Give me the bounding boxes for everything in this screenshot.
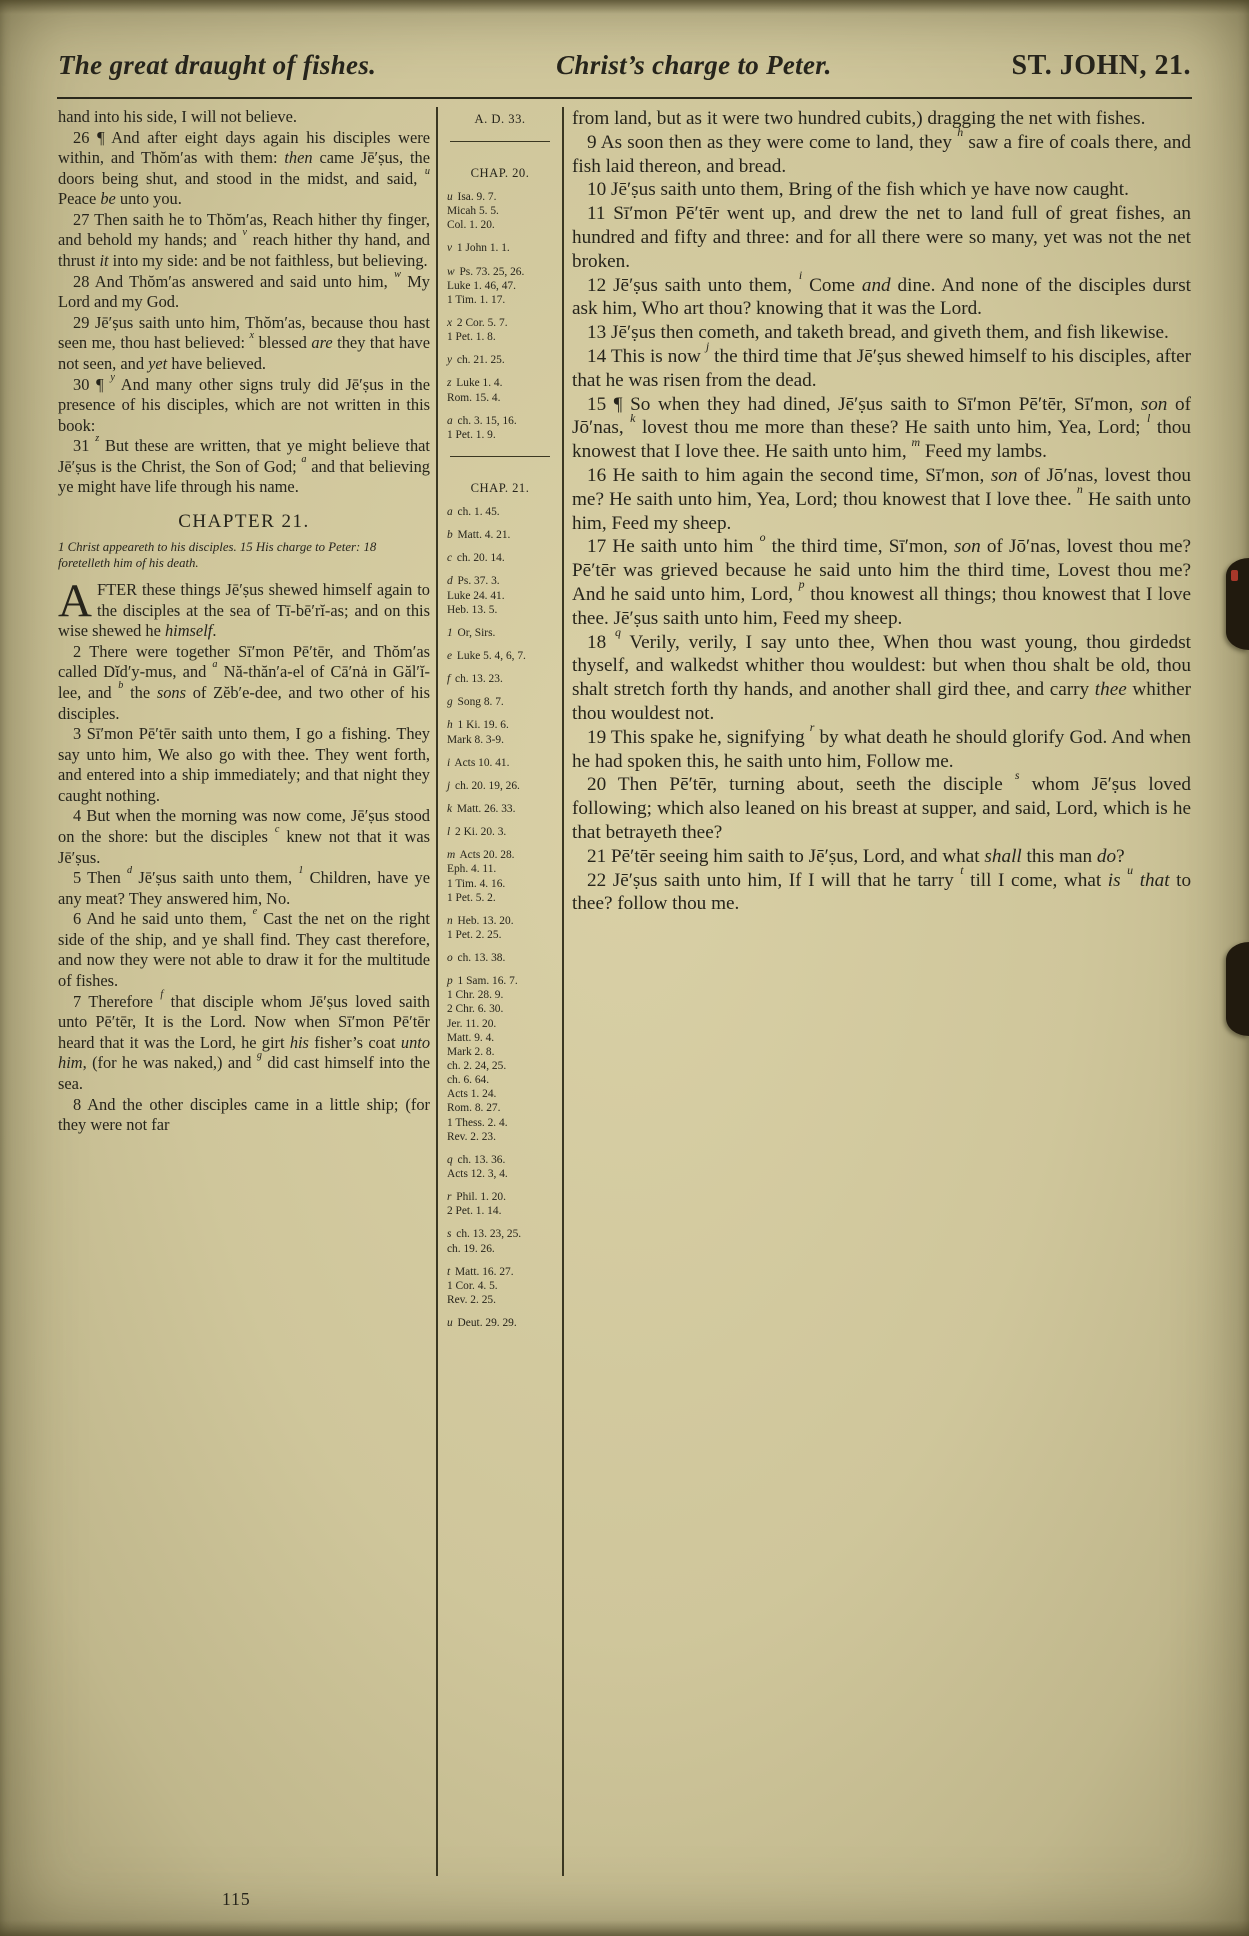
verse-paragraph: 16 He saith to him again the second time, Sī′mon, son of Jō′nas, lovest thou me? He saith unto him, Yea, Lord; thou knowest that I love thee. $^n$ He saith unto him, Feed my sheep. [572,464,1191,534]
verse-paragraph: 12 Jē′ṣus saith unto them, $^i$ Come and dine. And none of the disciples durst ask him, Who art thou? knowing that it was the Lord. [572,268,1191,320]
cross-reference-entry: j ch. 20. 19, 26. [447,779,520,792]
cross-reference-entry: p 1 Sam. 16. 7. 1 Chr. 28. 9. 2 Chr. 6. 30. Jer. 11. 20. Matt. 9. 4. Mark 2. 8. ch. 2. 24, 25. ch. 6. 64. Acts 1. 24. Rom. 8. 27. 1 Thess. 2. 4. Rev. 2. 23. [447,975,518,1143]
verse-paragraph: 27 Then saith he to Thŏm′as, Reach hither thy finger, and behold my hands; and $^v$ reach hither thy hand, and thrust it into my side: and be not faithless, but believing. [58,209,430,271]
cross-reference-entry: e Luke 5. 4, 6, 7. [447,649,526,662]
cross-reference-entry: n Heb. 13. 20. 1 Pet. 2. 25. [447,914,514,941]
cross-reference-list [442,166,558,1330]
running-header [58,50,1191,82]
cross-reference-entry: f ch. 13. 23. [447,673,503,686]
verse-paragraph: 13 Jē′ṣus then cometh, and taketh bread, and giveth them, and fish likewise. [587,322,1169,344]
cross-reference-entry: u Deut. 29. 29. [447,1317,517,1330]
header-center-title: Christ’s charge to Peter. [556,50,832,80]
page-edge-shadow-top [0,0,1249,14]
cross-reference-entry: s ch. 13. 23, 25. ch. 19. 26. [447,1228,522,1255]
verse-paragraph: 8 And the other disciples came in a little ship; (for they were not far [58,1094,430,1135]
reference-section-divider [450,456,550,457]
right-text-column [564,107,1191,1876]
verse-paragraph: 4 But when the morning was now come, Jē′ṣus stood on the shore: but the disciples $^c$ knew not that it was Jē′ṣus. [58,806,430,867]
verse-paragraph: 26 ¶ And after eight days again his disciples were within, and Thŏm′as with them: then came Jē′ṣus, the doors being shut, and stood in the midst, and said, $^u$ Peace be unto you. [58,127,430,209]
cross-reference-entry: l 2 Ki. 20. 3. [447,826,507,839]
chapter-heading: CHAPTER 21. [178,510,310,532]
verse-paragraph: 10 Jē′ṣus saith unto them, Bring of the fish which ye have now caught. [587,179,1129,201]
verse-paragraph: AFTER these things Jē′ṣus shewed himself again to the disciples at the sea of Tī-bē′rĭ-as; and on this wise shewed he himself. [58,575,430,641]
cross-reference-entry: k Matt. 26. 33. [447,802,516,815]
cross-reference-entry: h 1 Ki. 19. 6. Mark 8. 3-9. [447,719,509,746]
verse-paragraph: 30 ¶ $^y$ And many other signs truly did Jē′ṣus in the presence of his disciples, which are not written in this book: [58,371,430,435]
chapter-reference-label: CHAP. 20. [470,166,530,180]
cross-reference-entry: z Luke 1. 4. Rom. 15. 4. [447,377,503,404]
verse-paragraph: 17 He saith unto him $^o$ the third time, Sī′mon, son of Jō′nas, lovest thou me? Pē′tēr was grieved because he said unto him the third time, Lovest thou me? And he said unto him, Lord, $^p$ thou knowest all things; thou knowest that I love thee. Jē′ṣus saith unto him, Feed my sheep. [572,529,1191,629]
verse-paragraph: 15 ¶ So when they had dined, Jē′ṣus saith to Sī′mon Pē′tēr, Sī′mon, son of Jō′nas, $^k$ lovest thou me more than these? He saith unto him, Yea, Lord; $^l$ thou knowest that I love thee. He saith unto him, $^m$ Feed my lambs. [572,393,1191,463]
verse-paragraph: 11 Sī′mon Pē′tēr went up, and drew the net to land full of great fishes, an hundred and fifty and three: and for all there were so many, yet was not the net broken. [572,203,1191,272]
verse-paragraph: 7 Therefore $^f$ that disciple whom Jē′ṣus loved saith unto Pē′tēr, It is the Lord. Now when Sī′mon Pē′tēr heard that it was the Lord, he girt his fisher’s coat unto him, (for he was naked,) and $^g$ did cast himself into the sea. [58,988,431,1093]
verse-paragraph: 22 Jē′ṣus saith unto him, If I will that he tarry $^t$ till I come, what is $^u$ that to thee? follow thou me. [572,862,1191,915]
cross-reference-entry: c ch. 20. 14. [447,552,505,565]
verse-paragraph: 9 As soon then as they were come to land, they $^h$ saw a fire of coals there, and fish laid thereon, and bread. [572,125,1191,177]
header-left-title: The great draught of fishes. [58,50,377,80]
verse-paragraph: 2 There were together Sī′mon Pē′tēr, and Thŏm′as called Dĭd′y-mus, and $^a$ Nă-thăn′a-el of Cā′nȧ in Găl′ĭ-lee, and $^b$ the sons of Zĕb′e-dee, and two other of his disciples. [58,641,430,723]
cross-reference-entry: i Acts 10. 41. [447,756,510,769]
date-divider [450,141,550,142]
verse-paragraph: 14 This is now $^j$ the third time that Jē′ṣus shewed himself to his disciples, after that he was risen from the dead. [572,339,1191,391]
cross-reference-entry: t Matt. 16. 27. 1 Cor. 4. 5. Rev. 2. 25. [447,1265,514,1307]
cross-reference-entry: a ch. 1. 45. [447,505,500,518]
page-number: 115 [222,1889,251,1909]
verse-paragraph: 20 Then Pē′tēr, turning about, seeth the disciple $^s$ whom Jē′ṣus loved following; which also leaned on his breast at supper, and said, Lord, which is he that betrayeth thee? [572,767,1191,843]
cross-reference-entry: u Isa. 9. 7. Micah 5. 5. Col. 1. 20. [447,191,499,232]
cross-reference-entry: w Ps. 73. 25, 26. Luke 1. 46, 47. 1 Tim. 1. 17. [447,265,525,306]
cross-reference-entry: m Acts 20. 28. Eph. 4. 11. 1 Tim. 4. 16. 1 Pet. 5. 2. [447,849,515,904]
date-label: A. D. 33. [474,112,526,126]
chapter-reference-label: CHAP. 21. [470,480,530,495]
cross-reference-entry: x 2 Cor. 5. 7. 1 Pet. 1. 8. [447,316,508,344]
verse-paragraph: 29 Jē′ṣus saith unto him, Thŏm′as, because thou hast seen me, thou hast believed: $^x$ blessed are they that have not seen, and yet have believed. [58,312,430,373]
header-book-reference: ST. JOHN, 21. [1011,50,1191,81]
header-rule [57,97,1192,99]
center-reference-column [438,107,562,1876]
cross-reference-entry: y ch. 21. 25. [447,354,505,367]
verse-paragraph: 31 $^z$ But these are written, that ye might believe that Jē′ṣus is the Christ, the Son of God; $^a$ and that believing ye might have life through his name. [58,433,430,497]
verse-paragraph: 28 And Thŏm′as answered and said unto him, $^w$ My Lord and my God. [58,268,430,312]
verse-paragraph: 6 And he said unto them, $^e$ Cast the net on the right side of the ship, and ye shall find. They cast therefore, and now they were not able to draw it for the multitude of fishes. [58,906,430,991]
verse-paragraph: from land, but as it were two hundred cubits,) dragging the net with fishes. [572,108,1146,129]
thumb-index-tab [1226,942,1249,1036]
verse-paragraph: hand into his side, I will not believe. [58,107,297,126]
cross-reference-entry: q ch. 13. 36. Acts 12. 3, 4. [447,1153,508,1181]
verse-paragraph: 18 $^q$ Verily, verily, I say unto thee, When thou wast young, thou girdedst thyself, and walkedst whither thou wouldest: but when thou shalt be old, thou shalt stretch forth thy hands, and another shall gird thee, and carry thee whither thou wouldest not. [572,624,1191,724]
thumb-tab-red-mark [1231,570,1238,581]
cross-reference-entry: r Phil. 1. 20. 2 Pet. 1. 14. [447,1191,506,1218]
thumb-index-tab [1226,558,1249,650]
cross-reference-entry: b Matt. 4. 21. [447,529,511,542]
cross-reference-entry: 1 Or, Sirs. [447,626,496,639]
cross-reference-entry: o ch. 13. 38. [447,952,506,965]
left-text-column [58,107,436,1876]
verse-paragraph: 5 Then $^d$ Jē′ṣus saith unto them, $^1$ Children, have ye any meat? They answered him, No. [58,865,430,908]
cross-reference-entry: d Ps. 37. 3. Luke 24. 41. Heb. 13. 5. [447,575,505,616]
cross-reference-entry: g Song 8. 7. [447,696,504,709]
page-edge-shadow-bottom [0,1920,1249,1936]
text-columns [58,107,1191,1876]
verse-paragraph: 3 Sī′mon Pē′tēr saith unto them, I go a fishing. They say unto him, We also go with thee. They went forth, and entered into a ship immediately; and that night they caught nothing. [58,724,430,805]
cross-reference-entry: a ch. 3. 15, 16. 1 Pet. 1. 9. [447,414,517,441]
chapter-summary: 1 Christ appeareth to his disciples. 15 His charge to Peter: 18 foretelleth him of his death. [58,539,377,571]
cross-reference-entry: v 1 John 1. 1. [447,242,510,255]
verse-paragraph: 19 This spake he, signifying $^r$ by what death he should glorify God. And when he had spoken this, he saith unto him, Follow me. [572,720,1191,772]
verse-paragraph: 21 Pē′tēr seeing him saith to Jē′ṣus, Lord, and what shall this man do? [587,845,1125,867]
